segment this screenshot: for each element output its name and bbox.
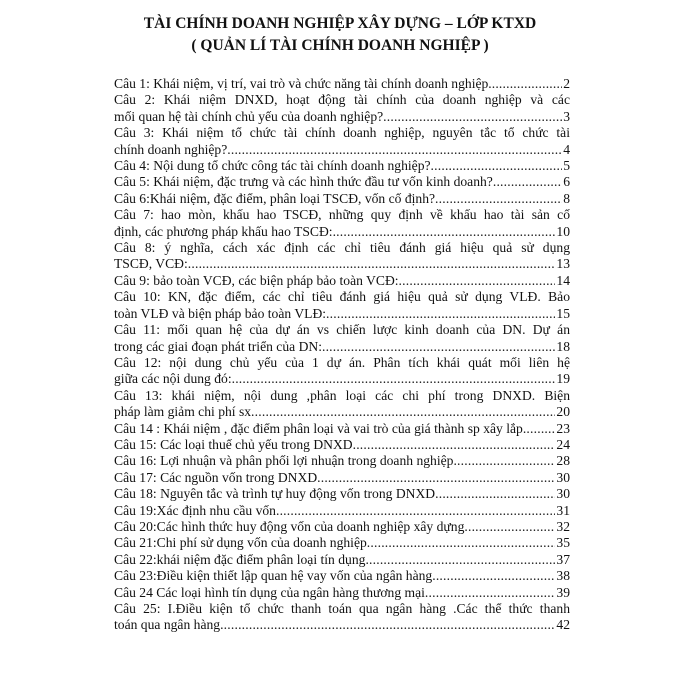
toc-entry-text: toán qua ngân hàng <box>114 617 221 633</box>
toc-dot-leader <box>365 552 555 568</box>
toc-page-number: 30 <box>556 486 570 502</box>
toc-dot-leader <box>399 273 556 289</box>
toc-page-number: 10 <box>556 223 570 239</box>
toc-entry-line <box>114 191 570 207</box>
toc-entry-text: định, các phương pháp khấu hao TSCĐ: <box>114 223 333 239</box>
toc-entry-line <box>114 256 570 272</box>
toc-entry-text: Câu 10: KN, đặc điểm, các chỉ tiêu đánh giá hiệu quả sử dụng VLĐ. Bảo <box>114 289 570 305</box>
toc-entry-line <box>114 174 570 190</box>
toc-entry-line <box>114 617 570 633</box>
toc-entry <box>114 421 570 437</box>
toc-entry-text: Câu 1: Khái niệm, vị trí, vai trò và chức năng tài chính doanh nghiệp. <box>114 76 492 91</box>
toc-entry-text: Câu 3: Khái niệm tổ chức tài chính doanh nghiệp, nguyên tắc tổ chức tài <box>114 125 570 141</box>
toc-dot-leader <box>523 421 556 437</box>
toc-entry <box>114 273 570 289</box>
toc-entry-text: Câu 8: ý nghĩa, cách xác định các chỉ tiêu đánh giá hiệu quả sử dụng <box>114 240 570 256</box>
table-of-contents <box>114 76 570 634</box>
toc-page-number: 5 <box>563 158 570 174</box>
toc-page-number: 24 <box>556 436 570 452</box>
toc-dot-leader <box>493 174 562 190</box>
toc-page-number: 35 <box>556 535 570 551</box>
toc-entry-line <box>114 273 570 289</box>
toc-entry-text: Câu 7: hao mòn, khấu hao TSCĐ, những quy định về khấu hao tài sản cố <box>114 207 570 223</box>
toc-page-number: 2 <box>563 76 570 91</box>
toc-entry-text: Câu 18: Nguyên tắc và trình tự huy động vốn trong DNXD <box>114 486 436 502</box>
toc-entry-line <box>114 503 570 519</box>
toc-entry-line <box>114 371 570 387</box>
toc-entry-text: Câu 19:Xác định nhu cầu vốn <box>114 502 276 518</box>
toc-page-number: 18 <box>556 338 570 354</box>
toc-entry-text: Câu 25: I.Điều kiện tổ chức thanh toán qua ngân hàng .Các thể thức thanh <box>114 601 570 616</box>
toc-dot-leader <box>383 109 562 125</box>
toc-entry <box>114 388 570 421</box>
toc-dot-leader <box>425 585 555 601</box>
toc-dot-leader <box>435 191 562 207</box>
toc-entry-text: toàn VLĐ và biện pháp bảo toàn VLĐ: <box>114 305 327 321</box>
toc-entry-line <box>114 585 570 601</box>
toc-entry <box>114 585 570 601</box>
toc-entry-line <box>114 470 570 486</box>
toc-entry-text: Câu 11: mối quan hệ của dự án vs chiến lược kinh doanh của DN. Dự án <box>114 322 570 338</box>
toc-entry <box>114 486 570 502</box>
toc-dot-leader <box>227 142 562 158</box>
toc-entry <box>114 355 570 388</box>
toc-dot-leader <box>492 76 562 92</box>
toc-page-number: 23 <box>556 420 570 436</box>
toc-entry-text: trong các giai đoạn phát triển của DN: <box>114 338 322 354</box>
toc-entry-line <box>114 453 570 469</box>
toc-dot-leader <box>276 503 555 519</box>
toc-page-number: 37 <box>556 551 570 567</box>
toc-dot-leader <box>317 470 555 486</box>
toc-entry-text: chính doanh nghiệp? <box>114 141 228 157</box>
toc-entry-text: Câu 15: Các loại thuế chủ yếu trong DNXD <box>114 436 353 452</box>
toc-page-number: 6 <box>563 174 570 190</box>
toc-entry-text: Câu 5: Khái niệm, đặc trưng và các hình thức đầu tư vốn kinh doanh? <box>114 174 493 190</box>
toc-entry-text: Câu 13: khái niệm, nội dung ,phân loại các chi phí trong DNXD. Biện <box>114 387 570 403</box>
toc-dot-leader <box>367 535 556 551</box>
toc-entry-text: Câu 24 Các loại hình tín dụng của ngân hàng thương mại <box>114 584 425 600</box>
toc-entry-line <box>114 224 570 240</box>
toc-entry <box>114 568 570 584</box>
toc-entry <box>114 207 570 240</box>
toc-entry <box>114 92 570 125</box>
toc-page-number: 4 <box>563 141 570 157</box>
toc-entry <box>114 503 570 519</box>
toc-entry <box>114 470 570 486</box>
toc-entry-line <box>114 552 570 568</box>
toc-entry-line <box>114 486 570 502</box>
toc-entry-text: Câu 6:Khái niệm, đặc điểm, phân loại TSCĐ, vốn cố định? <box>114 190 436 206</box>
toc-dot-leader <box>220 617 555 633</box>
toc-page-number: 42 <box>556 617 570 633</box>
toc-entry-text: Câu 20:Các hình thức huy động vốn của doanh nghiệp xây dựng <box>114 518 465 534</box>
toc-entry-line <box>114 437 570 453</box>
toc-page-number: 3 <box>563 108 570 124</box>
toc-entry-text: Câu 9: bảo toàn VCĐ, các biện pháp bảo toàn VCĐ: <box>114 272 399 288</box>
toc-entry-line <box>114 76 570 92</box>
toc-entry-line <box>114 109 570 125</box>
toc-entry-text: Câu 22:khái niệm đặc điểm phân loại tín dụng <box>114 551 366 567</box>
toc-dot-leader <box>251 404 555 420</box>
toc-entry-text: Câu 21:Chi phí sử dụng vốn của doanh nghiệp <box>114 535 367 551</box>
document-subtitle: ( QUẢN LÍ TÀI CHÍNH DOANH NGHIỆP ) <box>191 37 489 54</box>
toc-entry-text: Câu 12: nội dung chủ yếu của 1 dự án. Phân tích khái quát mối liên hệ <box>114 354 570 370</box>
toc-entry <box>114 289 570 322</box>
toc-entry <box>114 240 570 273</box>
toc-entry-text: Câu 23:Điều kiện thiết lập quan hệ vay vốn của ngân hàng <box>114 568 433 584</box>
document-title: TÀI CHÍNH DOANH NGHIỆP XÂY DỰNG – LỚP KTXD <box>143 15 537 32</box>
toc-dot-leader <box>188 256 556 272</box>
toc-entry-text: giữa các nội dung đó: <box>114 371 232 387</box>
toc-entry <box>114 519 570 535</box>
toc-page-number: 32 <box>556 518 570 534</box>
toc-entry-text: Câu 4: Nội dung tổ chức công tác tài chính doanh nghiệp? <box>114 158 431 174</box>
toc-entry <box>114 552 570 568</box>
toc-dot-leader <box>232 371 556 387</box>
toc-dot-leader <box>453 453 555 469</box>
toc-dot-leader <box>353 437 556 453</box>
toc-page-number: 30 <box>556 469 570 485</box>
toc-entry <box>114 322 570 355</box>
toc-entry <box>114 76 570 92</box>
toc-entry <box>114 174 570 190</box>
toc-entry-text: Câu 14 : Khái niệm , đặc điểm phân loại và vai trò của giá thành sp xây lắp <box>114 420 523 436</box>
toc-entry-line <box>114 339 570 355</box>
toc-entry-line <box>114 306 570 322</box>
toc-page-number: 13 <box>556 256 570 272</box>
toc-entry <box>114 437 570 453</box>
toc-page-number: 28 <box>556 453 570 469</box>
toc-page-number: 31 <box>556 502 570 518</box>
toc-page-number: 38 <box>556 568 570 584</box>
toc-entry-line <box>114 404 570 420</box>
toc-dot-leader <box>431 158 563 174</box>
toc-entry <box>114 191 570 207</box>
toc-entry-text: pháp làm giảm chi phí sx <box>114 404 252 420</box>
toc-dot-leader <box>322 339 555 355</box>
toc-entry <box>114 453 570 469</box>
toc-dot-leader <box>432 568 555 584</box>
toc-entry-text: Câu 2: Khái niệm DNXD, hoạt động tài chính của doanh nghiệp và các <box>114 92 570 108</box>
toc-page-number: 14 <box>556 272 570 288</box>
toc-page-number: 39 <box>556 584 570 600</box>
toc-page-number: 15 <box>556 305 570 321</box>
toc-entry-text: TSCĐ, VCĐ: <box>114 256 188 272</box>
toc-entry <box>114 125 570 158</box>
toc-entry-line <box>114 519 570 535</box>
toc-entry <box>114 601 570 634</box>
toc-entry <box>114 535 570 551</box>
toc-dot-leader <box>333 224 556 240</box>
toc-entry-line <box>114 142 570 158</box>
toc-entry-line <box>114 535 570 551</box>
toc-entry <box>114 158 570 174</box>
toc-entry-text: mối quan hệ tài chính chủ yếu của doanh nghiệp? <box>114 108 384 124</box>
toc-page-number: 19 <box>556 371 570 387</box>
toc-page-number: 20 <box>556 404 570 420</box>
toc-page-number: 8 <box>563 190 570 206</box>
toc-dot-leader <box>435 486 555 502</box>
toc-entry-text: Câu 17: Các nguồn vốn trong DNXD <box>114 469 318 485</box>
toc-entry-line <box>114 421 570 437</box>
toc-dot-leader <box>464 519 555 535</box>
toc-entry-text: Câu 16: Lợi nhuận và phân phối lợi nhuận trong doanh nghiệp <box>114 453 454 469</box>
toc-entry-line <box>114 568 570 584</box>
toc-dot-leader <box>326 306 555 322</box>
toc-entry-line <box>114 158 570 174</box>
